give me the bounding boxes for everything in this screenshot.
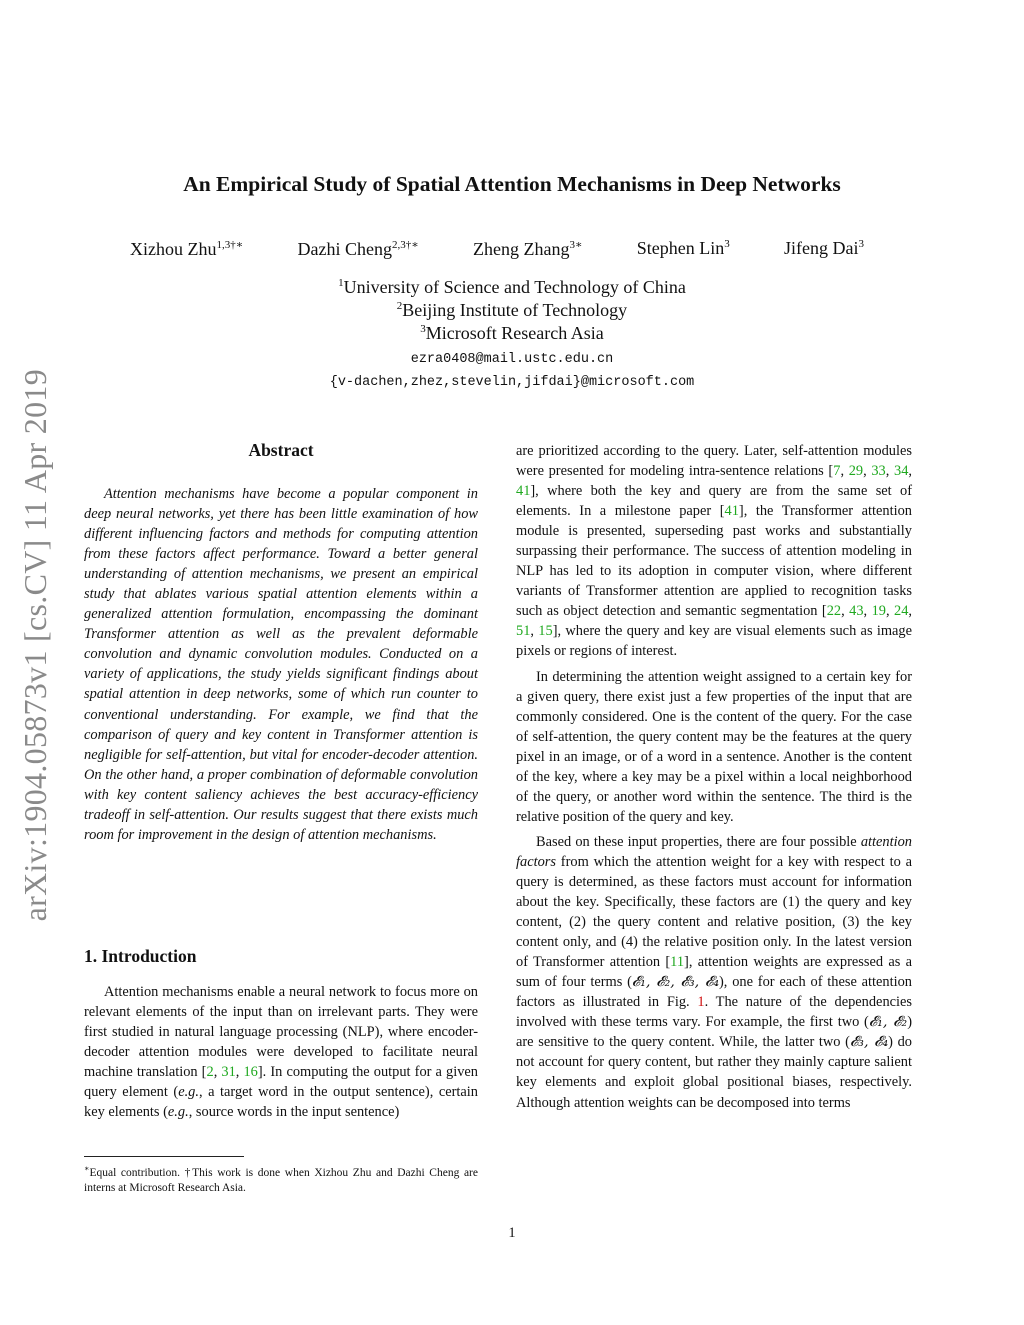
citation-link[interactable]: 2 (206, 1064, 214, 1081)
citation-link[interactable]: 41 (724, 503, 739, 520)
email-line: ezra0408@mail.ustc.edu.cn (410, 352, 614, 367)
figure-reference-link[interactable]: 1 (697, 994, 705, 1011)
author: Zheng Zhang$^{3∗}$ (473, 239, 583, 259)
email-line: {v-dachen,zhez,stevelin,jifdai}@microsoft.com (329, 375, 695, 390)
author: Dazhi Cheng$^{2,3\dagger∗}$ (297, 239, 419, 259)
abstract-text: Attention mechanisms have become a popular component in deep neural networks, yet there has been little examination of how different influencing factors and methods for computing attention from these factors affect performance. Toward a better general understanding of attention mechanisms, we present an empirical study that ablates various spatial attention elements within a generalized attention formulation, encompassing the dominant Transformer attention as well as the prevalent deformable convolution and dynamic convolution modules. Conducted on a variety of applications, the study yields significant findings about spatial attention in deep networks, some of which run counter to conventional understanding. For example, we find that the comparison of query and key content in Transformer attention is negligible for self-attention, but vital for encoder-decoder attention. On the other hand, a proper combination of deformable convolution with key content saliency achieves the best accuracy-efficiency tradeoff in self-attention. Our results suggest that there exists much room for improvement in the design of attention mechanisms. (84, 486, 478, 843)
citation-link[interactable]: 19 (871, 603, 886, 620)
footnote-rule (84, 1156, 244, 1157)
citation-link[interactable]: 22 (826, 603, 842, 620)
paragraph: are prioritized according to the query. Later, self-attention modules were presented for modeling intra-sentence relations [7, 29, 33, 34, 41], where both the key and query are from the same set of elements. In a milestone paper [41], the Transformer attention module is presented, superseding past works and substantially surpassing their performance. The success of attention modeling in NLP has led to its adoption in computer vision, where different variants of Transformer attention are applied to recognition tasks such as object detection and semantic segmentation [22, 43, 19, 24, 51, 15], where the query and key are visual elements such as image pixels or regions of interest. (516, 443, 913, 660)
paragraph: Attention mechanisms enable a neural network to focus more on relevant elements of the input than on irrelevant parts. They were first studied in natural language processing (NLP), where encoder-decoder attention modules were developed to facilitate neural machine translation [2, 31, 16]. In computing the output for a given query element (e.g., a target word in the output sentence), certain key elements (e.g., source words in the input sentence) (84, 984, 478, 1121)
introduction-body (84, 982, 478, 1122)
citation-link[interactable]: 51 (516, 623, 531, 640)
abstract-heading: Abstract (248, 440, 314, 460)
math-terms: 𝓔₃, 𝓔₄ (849, 1034, 889, 1051)
citation-link[interactable]: 15 (538, 623, 553, 640)
math-terms: 𝓔₁, 𝓔₂, 𝓔₃, 𝓔₄ (631, 974, 720, 991)
math-terms: 𝓔₁, 𝓔₂ (868, 1014, 908, 1031)
author-list (130, 238, 864, 260)
affiliation: $^2$Beijing Institute of Technology (396, 300, 628, 320)
citation-link[interactable]: 31 (221, 1064, 236, 1081)
page-number: 1 (508, 1225, 516, 1241)
arxiv-stamp (10, 350, 60, 940)
paragraph: Based on these input properties, there are four possible attention factors from which the attention weight for a key with respect to a query is determined, as these factors must account for information about the key. Specifically, these factors are (1) the query and key content, (2) the query content and relative position, (3) the key content only, and (4) the relative position only. In the latest version of Transformer attention [11], attention weights are expressed as a sum of four terms (𝓔₁, 𝓔₂, 𝓔₃, 𝓔₄), one for each of these attention factors as illustrated in Fig. 1. The nature of the dependencies involved with these terms vary. For example, the first two (𝓔₁, 𝓔₂) are sensitive to the query content. While, the latter two (𝓔₃, 𝓔₄) do not account for query content, but rather they mainly capture salient key elements and exploit global positional biases, respectively. Although attention weights can be decomposed into terms (516, 833, 913, 1111)
footnote: ∗Equal contribution. †This work is done when Xizhou Zhu and Dazhi Cheng are interns at Microsoft Research Asia. (84, 1164, 478, 1194)
citation-link[interactable]: 43 (849, 603, 864, 620)
author: Jifeng Dai$^3$ (784, 238, 864, 258)
citation-link[interactable]: 7 (833, 463, 841, 480)
affiliation: $^1$University of Science and Technology of China (338, 277, 686, 297)
abstract-body (84, 484, 478, 845)
citation-link[interactable]: 41 (516, 483, 531, 500)
paper-title: An Empirical Study of Spatial Attention Mechanisms in Deep Networks (183, 172, 841, 196)
affiliation: $^3$Microsoft Research Asia (420, 323, 604, 343)
right-column-body (516, 441, 912, 1113)
citation-link[interactable]: 11 (670, 954, 685, 971)
citation-link[interactable]: 24 (894, 603, 909, 620)
section-heading-introduction: 1. Introduction (84, 946, 197, 966)
citation-link[interactable]: 29 (848, 463, 864, 480)
arxiv-stamp-text: arXiv:1904.05873v1 [cs.CV] 11 Apr 2019 (16, 368, 53, 922)
paragraph: In determining the attention weight assigned to a certain key for a given query, there exist just a few properties of the input that are commonly considered. One is the content of the query. For the case of self-attention, the query content may be the features at the query pixel in an image, or of a word in a sentence. Another is the content of the key, where a key may be a pixel within a local neighborhood of the query, or another word within the sentence. The third is the relative position of the query and key. (516, 668, 912, 825)
author: Xizhou Zhu$^{1,3\dagger∗}$ (130, 239, 244, 259)
citation-link[interactable]: 34 (894, 463, 909, 480)
author: Stephen Lin$^3$ (636, 238, 730, 258)
citation-link[interactable]: 33 (871, 463, 886, 480)
citation-link[interactable]: 16 (243, 1064, 258, 1081)
